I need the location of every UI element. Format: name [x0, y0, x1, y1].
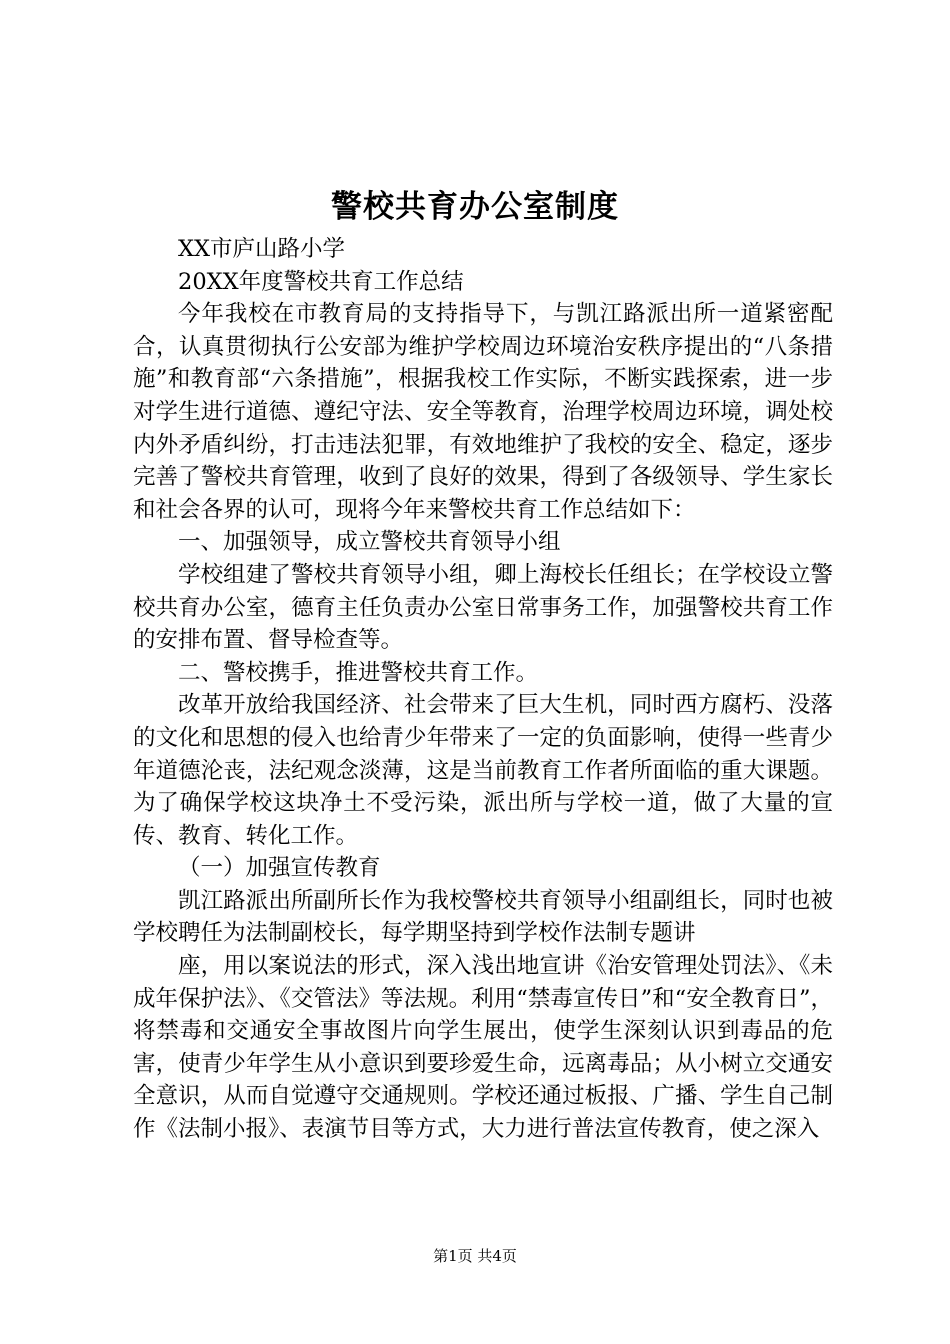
section-1-paragraph: 学校组建了警校共育领导小组，卿上海校长任组长；在学校设立警校共育办公室，德育主任负责办公室日常事务工作，加强警校共育工作的安排布置、督导检查等。: [133, 561, 833, 654]
page-title: 警校共育办公室制度: [331, 189, 619, 225]
section-heading-1: 一、加强领导，成立警校共育领导小组: [178, 529, 561, 556]
section-2-paragraph: 改革开放给我国经济、社会带来了巨大生机，同时西方腐朽、没落的文化和思想的侵入也给青少年带来了一定的负面影响，使得一些青少年道德沦丧，法纪观念淡薄，这是当前教育工作者所面临的重大课题。为了确保学校这块净土不受污染，派出所与学校一道，做了大量的宣传、教育、转化工作。: [133, 692, 833, 849]
subsection-heading-1: （一）加强宣传教育: [178, 855, 381, 882]
document-body: [133, 233, 833, 1146]
subsection-1-paragraph-continued: 座，用以案说法的形式，深入浅出地宣讲《治安管理处罚法》、《未成年保护法》、《交管法》等法规。利用“禁毒宣传日”和“安全教育日”，将禁毒和交通安全事故图片向学生展出，使学生深刻认识到毒品的危害，使青少年学生从小意识到要珍爱生命，远离毒品；从小树立交通安全意识，从而自觉遵守交通规则。学校还通过板报、广播、学生自己制作《法制小报》、表演节目等方式，大力进行普法宣传教育，使之深入: [133, 953, 833, 1143]
intro-paragraph: 今年我校在市教育局的支持指导下，与凯江路派出所一道紧密配合，认真贯彻执行公安部为维护学校周边环境治安秩序提出的“八条措施”和教育部“六条措施”，根据我校工作实际，不断实践探索，进一步对学生进行道德、遵纪守法、安全等教育，治理学校周边环境，调处校内外矛盾纠纷，打击违法犯罪，有效地维护了我校的安全、稳定，逐步完善了警校共育管理，收到了良好的效果，得到了各级领导、学生家长和社会各界的认可，现将今年来警校共育工作总结如下：: [133, 301, 833, 523]
report-title-line: 20XX年度警校共育工作总结: [178, 268, 464, 295]
section-heading-2: 二、警校携手，推进警校共育工作。: [178, 659, 539, 686]
page-footer: 第1页 共4页: [433, 1247, 517, 1265]
subsection-1-paragraph: 凯江路派出所副所长作为我校警校共育领导小组副组长，同时也被学校聘任为法制副校长，每学期坚持到学校作法制专题讲: [133, 887, 833, 947]
school-name-line: XX市庐山路小学: [178, 236, 346, 262]
